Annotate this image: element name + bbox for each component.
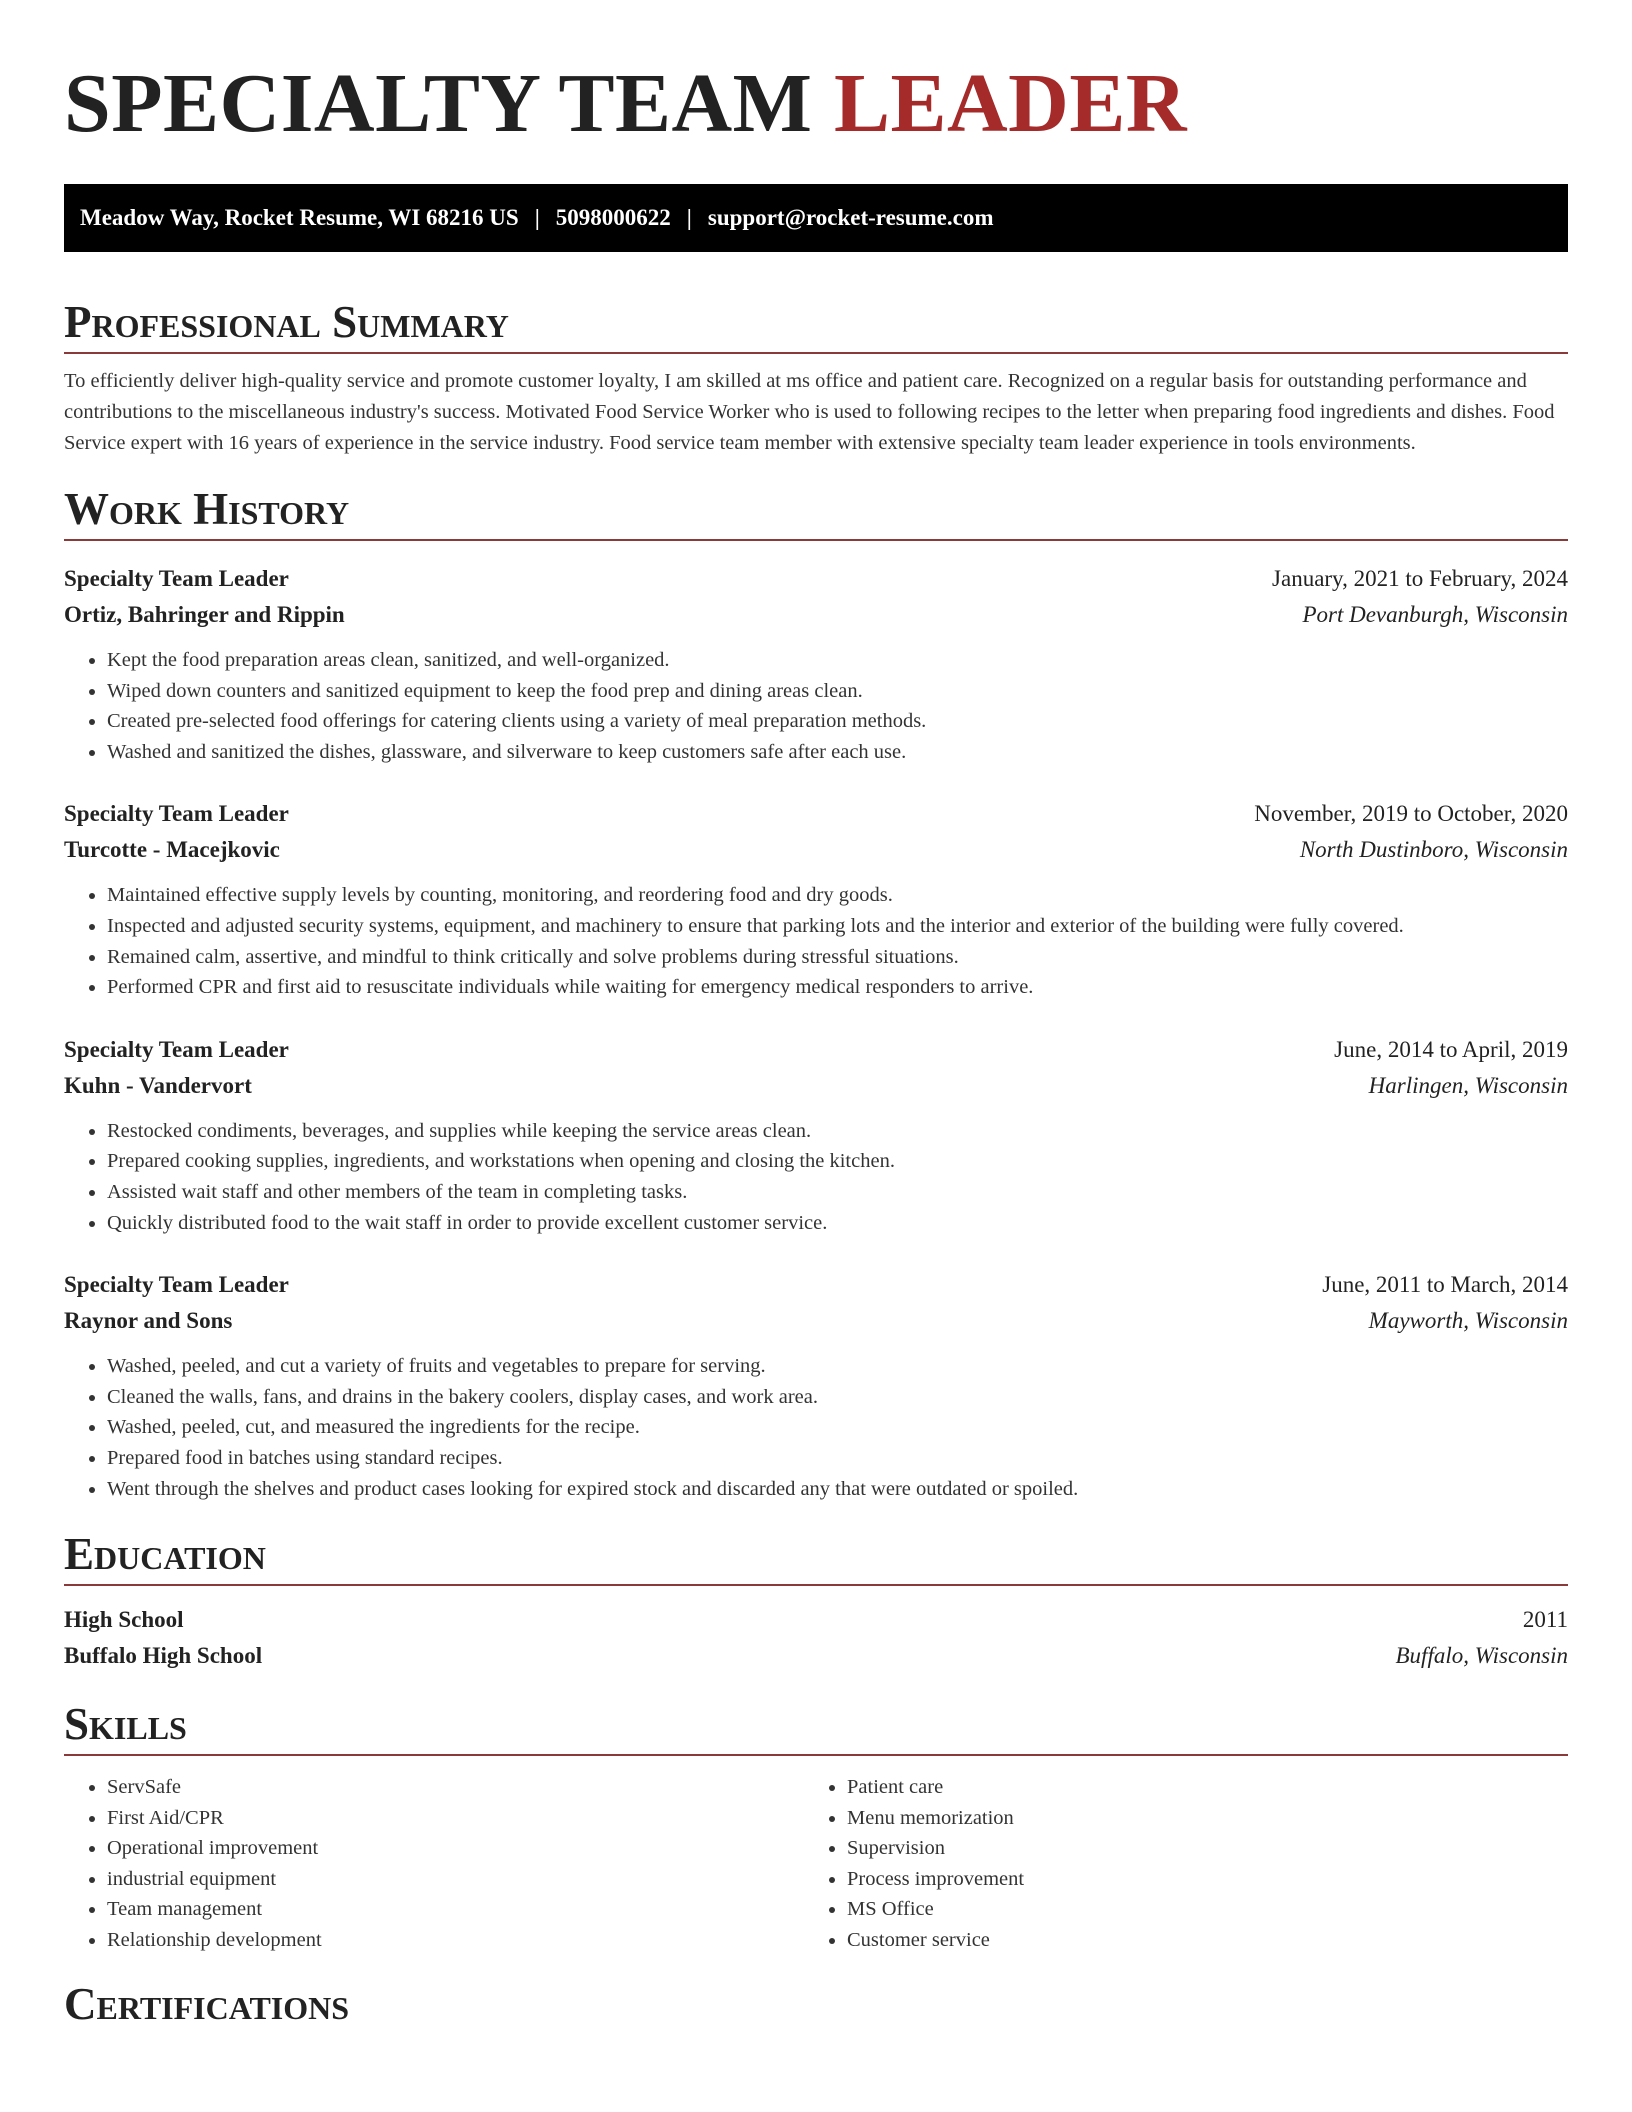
list-item: • First Aid/CPR	[107, 1803, 804, 1834]
education-school: Buffalo High School	[64, 1643, 263, 1669]
section-divider	[64, 1584, 1568, 1586]
list-item: • Remained calm, assertive, and mindful to think critically and solve problems during stressful situations.	[107, 942, 1568, 973]
education-degree: High School	[64, 1607, 184, 1633]
list-item: • Relationship development	[107, 1925, 804, 1956]
section-divider	[64, 1754, 1568, 1756]
list-item: • Cleaned the walls, fans, and drains in the bakery coolers, display cases, and work area.	[107, 1382, 1568, 1413]
list-item: • Customer service	[847, 1925, 1544, 1956]
skills-column-right	[804, 1772, 1544, 1956]
job-company: Raynor and Sons	[64, 1308, 233, 1334]
job-location: Mayworth, Wisconsin	[1368, 1308, 1568, 1334]
contact-address: Meadow Way, Rocket Resume, WI 68216 US	[80, 205, 519, 230]
list-item: • Restocked condiments, beverages, and supplies while keeping the service areas clean.	[107, 1116, 1568, 1147]
education-location: Buffalo, Wisconsin	[1395, 1643, 1568, 1669]
certifications-heading: Certifications	[64, 1978, 350, 2029]
skills-heading: Skills	[64, 1699, 187, 1750]
job-bullets	[64, 1116, 1568, 1238]
job-bullets	[64, 880, 1568, 1002]
title-main: SPECIALTY TEAM	[64, 57, 813, 150]
contact-separator: |	[686, 205, 692, 230]
job-location: Port Devanburgh, Wisconsin	[1302, 602, 1568, 627]
title-accent: LEADER	[833, 57, 1188, 150]
job-company: Turcotte - Macejkovic	[64, 837, 280, 863]
job-title: Specialty Team Leader	[64, 1036, 289, 1062]
job-title: Specialty Team Leader	[64, 566, 289, 591]
list-item: • Menu memorization	[847, 1803, 1544, 1834]
job-title: Specialty Team Leader	[64, 801, 289, 827]
list-item: • industrial equipment	[107, 1864, 804, 1895]
job-bullets	[64, 645, 1568, 767]
job-dates: June, 2014 to April, 2019	[1334, 1036, 1568, 1062]
job-bullets	[64, 1351, 1568, 1504]
job-dates: November, 2019 to October, 2020	[1254, 801, 1568, 827]
list-item: • Patient care	[847, 1772, 1544, 1803]
list-item: • Prepared food in batches using standard recipes.	[107, 1443, 1568, 1474]
job-company: Kuhn - Vandervort	[64, 1072, 252, 1098]
list-item: • MS Office	[847, 1894, 1544, 1925]
list-item: • Prepared cooking supplies, ingredients, and workstations when opening and closing the kitchen.	[107, 1146, 1568, 1177]
contact-separator: |	[534, 205, 540, 230]
list-item: • Kept the food preparation areas clean, sanitized, and well-organized.	[107, 645, 1568, 676]
list-item: • Washed and sanitized the dishes, glassware, and silverware to keep customers safe after each use.	[107, 737, 1568, 768]
contact-phone: 5098000622	[555, 205, 671, 230]
section-divider	[64, 539, 1568, 541]
job-company: Ortiz, Bahringer and Rippin	[64, 602, 345, 627]
list-item: • Inspected and adjusted security systems, equipment, and machinery to ensure that parking lots and the interior and exterior of the building were fully covered.	[107, 911, 1568, 942]
list-item: • Washed, peeled, and cut a variety of fruits and vegetables to prepare for serving.	[107, 1351, 1568, 1382]
list-item: • Process improvement	[847, 1864, 1544, 1895]
skills-column-left	[64, 1772, 804, 1956]
job-entry	[64, 1267, 1568, 1504]
list-item: • Operational improvement	[107, 1833, 804, 1864]
list-item: • ServSafe	[107, 1772, 804, 1803]
education-year: 2011	[1522, 1607, 1568, 1633]
skills-list	[64, 1772, 1568, 1956]
job-entry	[64, 561, 1568, 767]
job-entry	[64, 796, 1568, 1002]
list-item: • Performed CPR and first aid to resuscitate individuals while waiting for emergency medical responders to arrive.	[107, 972, 1568, 1003]
list-item: • Team management	[107, 1894, 804, 1925]
job-entry	[64, 1032, 1568, 1238]
resume-title	[64, 48, 1568, 160]
list-item: • Went through the shelves and product cases looking for expired stock and discarded any that were outdated or spoiled.	[107, 1474, 1568, 1505]
education-entry	[64, 1602, 1568, 1674]
list-item: • Wiped down counters and sanitized equipment to keep the food prep and dining areas clean.	[107, 676, 1568, 707]
job-location: North Dustinboro, Wisconsin	[1299, 837, 1568, 863]
job-title: Specialty Team Leader	[64, 1272, 289, 1298]
job-dates: June, 2011 to March, 2014	[1322, 1272, 1568, 1298]
contact-email: support@rocket-resume.com	[707, 205, 994, 230]
list-item: • Assisted wait staff and other members of the team in completing tasks.	[107, 1177, 1568, 1208]
job-location: Harlingen, Wisconsin	[1368, 1072, 1568, 1098]
education-heading: Education	[64, 1529, 266, 1580]
list-item: • Supervision	[847, 1833, 1544, 1864]
list-item: • Created pre-selected food offerings for catering clients using a variety of meal preparation methods.	[107, 706, 1568, 737]
contact-bar	[64, 184, 1568, 252]
summary-heading: Professional Summary	[64, 297, 509, 347]
list-item: • Quickly distributed food to the wait staff in order to provide excellent customer service.	[107, 1208, 1568, 1239]
list-item: • Maintained effective supply levels by counting, monitoring, and reordering food and dry goods.	[107, 880, 1568, 911]
work-history-heading: Work History	[64, 484, 350, 534]
job-dates: January, 2021 to February, 2024	[1272, 566, 1568, 591]
section-divider	[64, 352, 1568, 354]
summary-text: To efficiently deliver high-quality service and promote customer loyalty, I am skilled at ms office and patient care. Recognized on a regular basis for outstanding performance and contributions to the miscellaneous industry's success. Motivated Food Service Worker who is used to following recipes to the letter when preparing food ingredients and dishes. Food Service expert with 16 years of experience in the service industry. Food service team member with extensive specialty team leader experience in tools environments.	[64, 370, 1555, 454]
list-item: • Washed, peeled, cut, and measured the ingredients for the recipe.	[107, 1412, 1568, 1443]
